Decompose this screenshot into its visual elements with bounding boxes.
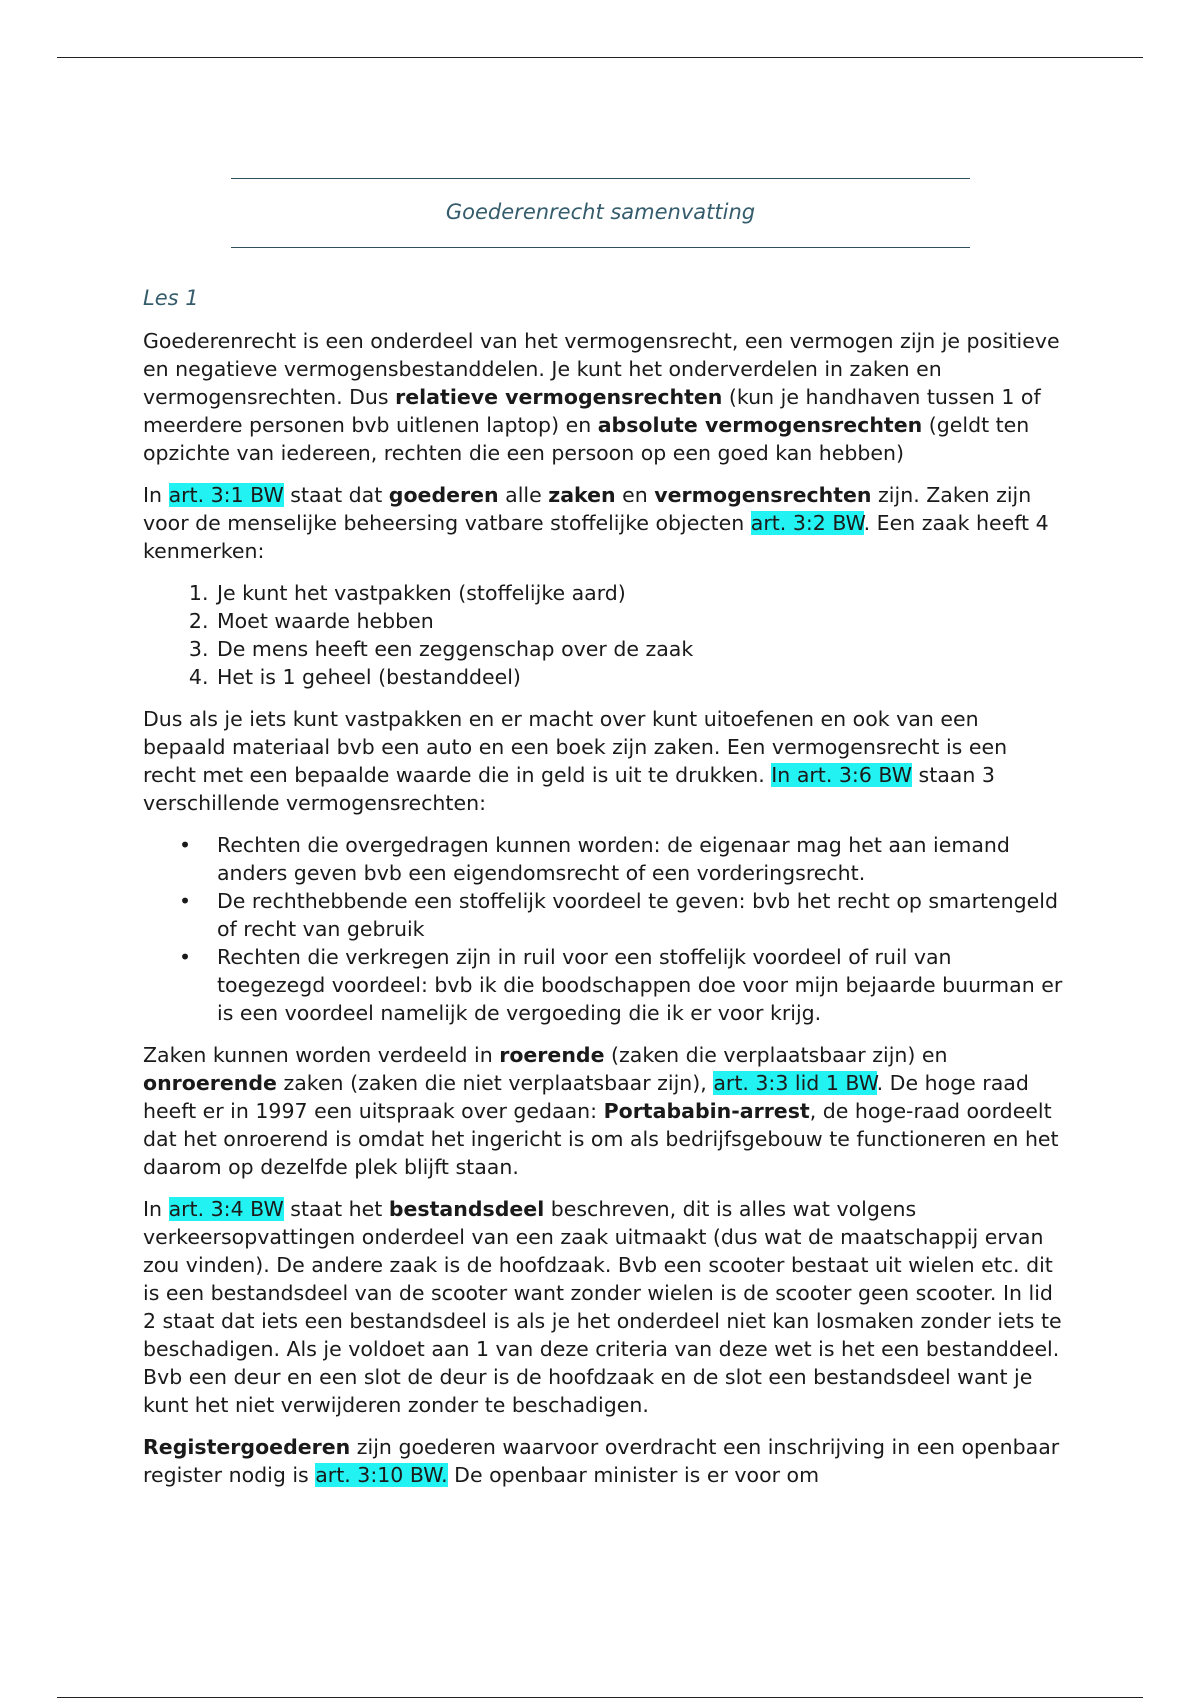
section-heading: Les 1 — [143, 286, 199, 310]
text: (zaken die verplaatsbaar zijn) en — [604, 1043, 948, 1067]
paragraph-vermogensrecht — [143, 705, 1063, 817]
text: (kun je handhaven tussen 1 of meerdere personen bvb uitlenen laptop) en — [143, 385, 1041, 437]
document-title: Goederenrecht samenvatting — [445, 200, 756, 224]
list-item-text: Rechten die verkregen zijn in ruil voor een stoffelijk voordeel of ruil van toegezegd voordeel: bvb ik die boodschappen doe voor mijn bejaarde buurman er is een voordeel namelijk de vergoeding die ik er voor krijg. — [217, 945, 1063, 1025]
text: De openbaar minister is er voor om — [447, 1463, 820, 1487]
bold-term: vermogensrechten — [654, 483, 872, 507]
text: alle — [498, 483, 549, 507]
title-block — [231, 178, 970, 248]
text: zijn. Zaken zijn voor de menselijke beheersing vatbare stoffelijke objecten — [143, 483, 1032, 535]
bullet-icon: • — [179, 889, 192, 913]
text: staat het — [283, 1197, 389, 1221]
text: (geldt ten opzichte van iedereen, rechten die een persoon op een goed kan hebben) — [143, 413, 1030, 465]
document-body — [143, 283, 1063, 1503]
list-item — [179, 943, 1063, 1027]
list-item — [179, 887, 1063, 943]
text: In — [143, 483, 169, 507]
bold-term: onroerende — [143, 1071, 277, 1095]
bullet-icon: • — [179, 833, 192, 857]
paragraph-goederenrecht — [143, 327, 1063, 467]
list-item: 1. Je kunt het vastpakken (stoffelijke aard) — [215, 579, 1063, 607]
list-item-text: Rechten die overgedragen kunnen worden: de eigenaar mag het aan iemand anders geven bvb een eigendomsrecht of een vorderingsrecht. — [217, 833, 1010, 885]
rechten-list — [143, 831, 1063, 1027]
paragraph-registergoederen — [143, 1433, 1063, 1489]
text: en — [615, 483, 655, 507]
text: , de hoge-raad oordeelt dat het onroerend is omdat het ingericht is om als bedrijfsgebouw te functioneren en het daarom op dezelfde plek blijft staan. — [143, 1099, 1059, 1179]
list-item: 3. De mens heeft een zeggenschap over de zaak — [215, 635, 1063, 663]
article-reference-highlight: art. 3:4 BW — [168, 1197, 284, 1221]
text: In — [143, 1197, 169, 1221]
bold-term: roerende — [499, 1043, 605, 1067]
text: staan 3 verschillende vermogensrechten: — [143, 763, 995, 815]
article-reference-highlight: art. 3:3 lid 1 BW — [713, 1071, 877, 1095]
text: staat dat — [283, 483, 389, 507]
paragraph-goederen — [143, 481, 1063, 565]
bold-term: goederen — [388, 483, 499, 507]
article-reference-highlight: art. 3:2 BW — [750, 511, 864, 535]
text: . Een zaak heeft 4 kenmerken: — [143, 511, 1049, 563]
page-top-rule — [57, 57, 1143, 58]
list-item-text: De rechthebbende een stoffelijk voordeel te geven: bvb het recht op smartengeld of recht van gebruik — [217, 889, 1059, 941]
bold-term: Registergoederen — [143, 1435, 351, 1459]
text: Zaken kunnen worden verdeeld in — [143, 1043, 500, 1067]
paragraph-roerende-zaken — [143, 1041, 1063, 1181]
article-reference-highlight: In art. 3:6 BW — [771, 763, 912, 787]
text: Goederenrecht is een onderdeel van het vermogensrecht, een vermogen zijn je positieve en negatieve vermogensbestanddelen. Je kunt het onderverdelen in zaken en vermogensrechten. Dus — [143, 329, 1060, 409]
list-item — [179, 831, 1063, 887]
text: zaken (zaken die niet verplaatsbaar zijn), — [276, 1071, 714, 1095]
text: beschreven, dit is alles wat volgens verkeersopvattingen onderdeel van een zaak uitmaakt (dus wat de maatschappij ervan zou vinden). De andere zaak is de hoofdzaak. Bvb een scooter bestaat uit wielen etc. dit is een bestandsdeel van de scooter want zonder wielen is de scooter geen scooter. In lid 2 staat dat iets een bestandsdeel is als je het onderdeel niet kan losmaken zonder iets te beschadigen. Als je voldoet aan 1 van deze criteria van deze wet is het een bestanddeel. Bvb een deur en een slot de deur is de hoofdzaak en de slot een bestandsdeel want je kunt het niet verwijderen zonder te beschadigen. — [143, 1197, 1062, 1417]
list-item: 2. Moet waarde hebben — [215, 607, 1063, 635]
article-reference-highlight: art. 3:10 BW. — [315, 1463, 448, 1487]
text: zijn goederen waarvoor overdracht een inschrijving in een openbaar register nodig is — [143, 1435, 1060, 1487]
bold-term: bestandsdeel — [388, 1197, 545, 1221]
page-bottom-rule — [57, 1697, 1143, 1698]
bold-term: zaken — [548, 483, 616, 507]
paragraph-bestandsdeel — [143, 1195, 1063, 1419]
kenmerken-list — [143, 579, 1063, 691]
article-reference-highlight: art. 3:1 BW — [168, 483, 284, 507]
text: . De hoge raad heeft er in 1997 een uitspraak over gedaan: — [143, 1071, 1029, 1123]
title-rule-bottom — [231, 247, 970, 248]
bullet-icon: • — [179, 945, 192, 969]
text: Dus als je iets kunt vastpakken en er macht over kunt uitoefenen en ook van een bepaald materiaal bvb een auto en een boek zijn zaken. Een vermogensrecht is een recht met een bepaalde waarde die in geld is uit te drukken. — [143, 707, 1008, 787]
bold-term: Portababin-arrest — [603, 1099, 810, 1123]
bold-term: relatieve vermogensrechten — [395, 385, 723, 409]
bold-term: absolute vermogensrechten — [597, 413, 923, 437]
list-item: 4. Het is 1 geheel (bestanddeel) — [215, 663, 1063, 691]
